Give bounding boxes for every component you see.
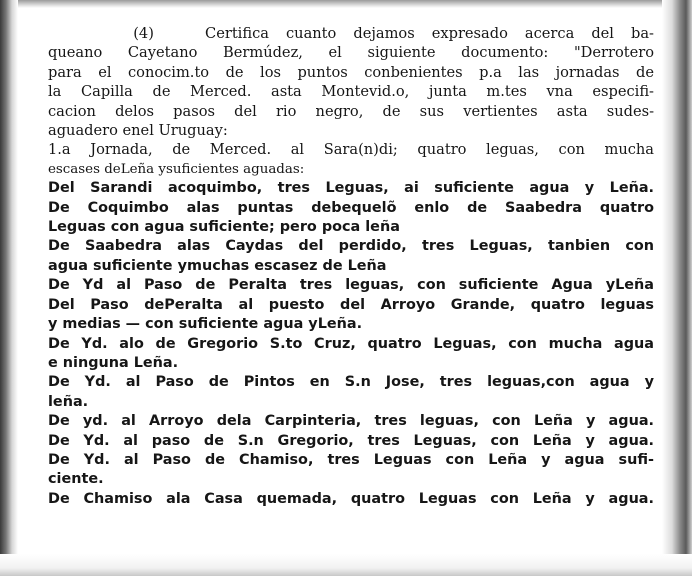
text-line: aguadero enel Uruguay: xyxy=(48,122,228,140)
entry-line: e ninguna Leña. xyxy=(48,354,179,371)
scan-edge-right xyxy=(662,0,692,576)
entry-line: De Yd. alo de Gregorio S.to Cruz, quatro Leguas, con mucha agua xyxy=(48,335,654,352)
entry-line: De Yd. al paso de S.n Gregorio, tres Leguas, con Leña y agua. xyxy=(48,432,654,449)
document-body xyxy=(48,24,654,509)
entry-line: Del Paso dePeralta al puesto del Arroyo Grande, quatro leguas xyxy=(48,296,654,313)
entry-line: De Yd al Paso de Peralta tres leguas, con suficiente Agua yLeña xyxy=(48,277,654,294)
entry-line: De Chamiso ala Casa quemada, quatro Leguas con Leña y agua. xyxy=(48,490,654,507)
entry-line: De Coquimbo alas puntas debequelõ enlo de Saabedra quatro xyxy=(48,199,654,216)
text-line: cacion delos pasos del rio negro, de sus vertientes asta sudes- xyxy=(48,102,654,120)
entry-line: De yd. al Arroyo dela Carpinteria, tres leguas, con Leña y agua. xyxy=(48,413,654,430)
scan-edge-top xyxy=(0,0,692,8)
text-line: para el conocim.to de los puntos conbenientes p.a las jornadas de xyxy=(48,63,654,81)
entry-line: Leguas con agua suficiente; pero poca leña xyxy=(48,219,400,236)
entry-line: leña. xyxy=(48,393,89,410)
scan-edge-bottom xyxy=(0,554,692,576)
text-line: (4) Certifica cuanto dejamos expresado acerca del ba- xyxy=(48,25,654,42)
entry-line: De Yd. al Paso de Chamiso, tres Leguas con Leña y agua sufi- xyxy=(48,451,654,468)
entry-line: ciente. xyxy=(48,471,104,488)
entry-line: agua suficiente ymuchas escasez de Leña xyxy=(48,257,387,274)
entry-line: 1.a Jornada, de Merced. al Sara(n)di; quatro leguas, con mucha xyxy=(48,141,654,159)
entry-line: De Yd. al Paso de Pintos en S.n Jose, tres leguas,con agua y xyxy=(48,374,654,391)
entry-line: De Saabedra alas Caydas del perdido, tres Leguas, tanbien con xyxy=(48,238,654,255)
entry-line: Del Sarandi acoquimbo, tres Leguas, ai suficiente agua y Leña. xyxy=(48,180,654,197)
text-line: queano Cayetano Bermúdez, el siguiente documento: "Derrotero xyxy=(48,44,654,62)
scan-edge-left xyxy=(0,0,18,576)
entry-line: escases deLeña ysuficientes aguadas: xyxy=(48,161,305,177)
text-line: la Capilla de Merced. asta Montevid.o, junta m.tes vna especifi- xyxy=(48,83,654,101)
entry-line: y medias — con suficiente agua yLeña. xyxy=(48,316,363,333)
